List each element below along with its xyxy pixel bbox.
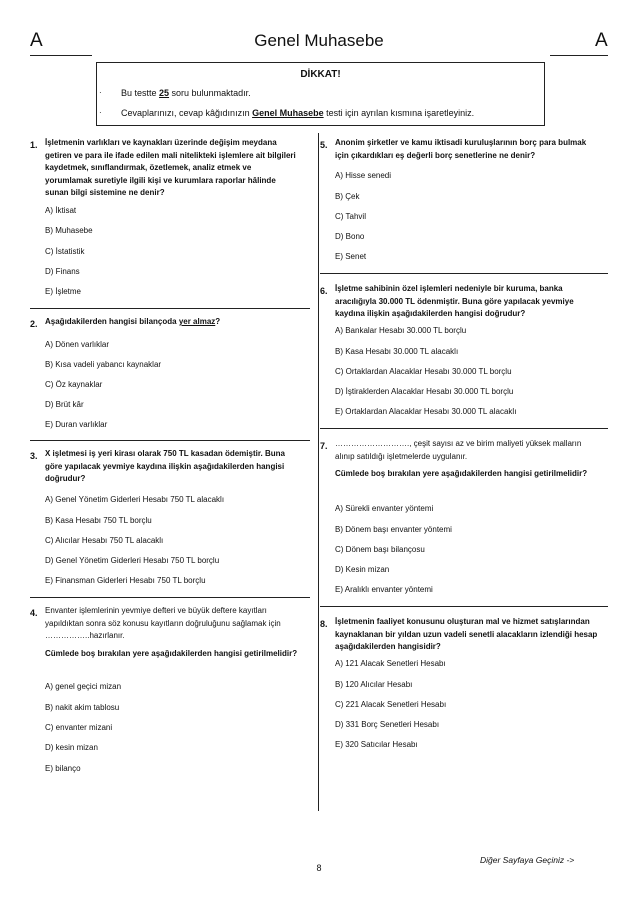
question-8	[320, 616, 602, 654]
option-a[interactable]: A) genel geçici mizan	[45, 682, 122, 691]
question-separator	[30, 308, 310, 309]
option-b[interactable]: B) nakit akim tablosu	[45, 703, 120, 712]
option-e[interactable]: E) Senet	[335, 252, 367, 261]
notice-question-count: 25	[159, 88, 170, 98]
notice-line2-pre: Cevaplarınızı, cevap kâğıdınızın	[121, 108, 253, 118]
question-prompt: Cümlede boş bırakılan yere aşağıdakilerden hangisi getirilmelidir?	[45, 648, 298, 658]
option-b[interactable]: B) Kasa Hesabı 30.000 TL alacaklı	[335, 347, 459, 356]
option-c[interactable]: C) envanter mizani	[45, 723, 113, 732]
question-separator	[30, 440, 310, 441]
question-2	[30, 316, 305, 329]
notice-line-1	[99, 88, 251, 98]
question-4	[30, 605, 305, 660]
header-right-letter: A	[595, 30, 608, 51]
question-text: Aşağıdakilerden hangisi bilançoda	[45, 317, 179, 326]
column-divider	[318, 133, 319, 811]
question-number: 7.	[320, 441, 328, 451]
option-b[interactable]: B) Muhasebe	[45, 226, 93, 235]
option-a[interactable]: A) 121 Alacak Senetleri Hesabı	[335, 659, 446, 668]
question-1	[30, 137, 300, 200]
question-text: İşletmenin faaliyet konusunu oluşturan mal ve hizmet satışlarından kaynaklanan bir yıldan uzun vadeli senetli alacakların izlendiği hesap aşağıdakilerden hangisidir?	[335, 617, 598, 651]
question-7	[320, 438, 602, 481]
option-d[interactable]: D) Genel Yönetim Giderleri Hesabı 750 TL borçlu	[45, 556, 220, 565]
question-separator	[30, 597, 310, 598]
notice-title: DİKKAT!	[300, 69, 341, 80]
question-number: 5.	[320, 140, 328, 150]
notice-line1-post: soru bulunmaktadır.	[169, 88, 251, 98]
notice-box	[96, 62, 545, 126]
header-left-rule	[30, 55, 92, 56]
option-e[interactable]: E) Aralıklı envanter yöntemi	[335, 585, 433, 594]
question-6	[320, 283, 600, 321]
question-text: Anonim şirketler ve kamu iktisadi kuruluşlarının borç para bulmak için çıkardıkları eş değerli borç senetlerine ne denir?	[335, 138, 587, 160]
bullet-icon: ·	[99, 88, 102, 97]
option-b[interactable]: B) Kasa Hesabı 750 TL borçlu	[45, 516, 152, 525]
notice-subject: Genel Muhasebe	[252, 108, 324, 118]
header-left-letter: A	[30, 30, 43, 51]
option-d[interactable]: D) Finans	[45, 267, 80, 276]
question-text: İşletme sahibinin özel işlemleri nedeniyle bir kuruma, banka aracılığıyla 30.000 TL ödenmiştir. Buna göre yapılacak yevmiye kaydına ilişkin aşağıdakilerden hangisi doğrudur?	[335, 284, 574, 318]
option-d[interactable]: D) Bono	[335, 232, 365, 241]
page-number: 8	[316, 863, 322, 873]
option-a[interactable]: A) Dönen varlıklar	[45, 340, 110, 349]
option-a[interactable]: A) Bankalar Hesabı 30.000 TL borçlu	[335, 326, 467, 335]
option-e[interactable]: E) Finansman Giderleri Hesabı 750 TL borçlu	[45, 576, 206, 585]
notice-line2-post: testi için ayrılan kısmına işaretleyiniz.	[323, 108, 475, 118]
option-d[interactable]: D) 331 Borç Senetleri Hesabı	[335, 720, 440, 729]
option-a[interactable]: A) Sürekli envanter yöntemi	[335, 504, 434, 513]
option-e[interactable]: E) 320 Satıcılar Hesabı	[335, 740, 418, 749]
option-a[interactable]: A) Hisse senedi	[335, 171, 392, 180]
option-a[interactable]: A) Genel Yönetim Giderleri Hesabı 750 TL alacaklı	[45, 495, 225, 504]
question-number: 3.	[30, 451, 38, 461]
question-text: Envanter işlemlerinin yevmiye defteri ve büyük deftere kayıtları yapıldıktan sonra söz konusu kayıtların doğruluğunu sağlamak için ……………..hazırlanır.	[45, 606, 281, 640]
option-e[interactable]: E) bilanço	[45, 764, 81, 773]
option-c[interactable]: C) İstatistik	[45, 247, 85, 256]
question-text-end: ?	[215, 317, 221, 326]
option-b[interactable]: B) Dönem başı envanter yöntemi	[335, 525, 452, 534]
option-a[interactable]: A) İktisat	[45, 206, 77, 215]
option-c[interactable]: C) Tahvil	[335, 212, 366, 221]
option-d[interactable]: D) kesin mizan	[45, 743, 98, 752]
question-3	[30, 448, 300, 486]
option-b[interactable]: B) Kısa vadeli yabancı kaynaklar	[45, 360, 162, 369]
option-c[interactable]: C) 221 Alacak Senetleri Hesabı	[335, 700, 447, 709]
option-c[interactable]: C) Dönem başı bilançosu	[335, 545, 425, 554]
option-d[interactable]: D) Kesin mizan	[335, 565, 390, 574]
option-b[interactable]: B) 120 Alıcılar Hesabı	[335, 680, 413, 689]
question-prompt: Cümlede boş bırakılan yere aşağıdakilerden hangisi getirilmelidir?	[335, 469, 588, 478]
option-b[interactable]: B) Çek	[335, 192, 360, 201]
option-c[interactable]: C) Öz kaynaklar	[45, 380, 103, 389]
question-emphasis: yer almaz	[178, 317, 216, 326]
option-e[interactable]: E) Ortaklardan Alacaklar Hesabı 30.000 TL alacaklı	[335, 407, 517, 416]
question-text: ………………………., çeşit sayısı az ve birim maliyeti yüksek malların alınıp satıldığı işletmelerde uygulanır.	[335, 439, 582, 461]
option-c[interactable]: C) Ortaklardan Alacaklar Hesabı 30.000 TL borçlu	[335, 367, 512, 376]
question-5	[320, 137, 600, 162]
option-d[interactable]: D) İştiraklerden Alacaklar Hesabı 30.000 TL borçlu	[335, 387, 514, 396]
question-text: İşletmenin varlıkları ve kaynakları üzerinde değişim meydana getiren ve para ile ifade edilen mali nitelikteki işlemlere ait bilgileri kaydetmek, sınıflandırmak, özetlemek, analiz etmek ve yorumlamak suretiyle ilgili kişi ve kurumlara raporlar hâlinde sunan bilgi sistemine ne denir?	[45, 138, 296, 197]
question-separator	[320, 273, 608, 274]
next-page-note: Diğer Sayfaya Geçiniz ->	[480, 855, 575, 865]
question-separator	[320, 428, 608, 429]
question-number: 6.	[320, 286, 328, 296]
question-number: 8.	[320, 619, 328, 629]
option-e[interactable]: E) İşletme	[45, 287, 82, 296]
option-e[interactable]: E) Duran varlıklar	[45, 420, 108, 429]
question-number: 2.	[30, 319, 38, 329]
bullet-icon: ·	[99, 108, 102, 117]
page-title: Genel Muhasebe	[254, 31, 384, 50]
header-right-rule	[550, 55, 608, 56]
notice-line1-pre: Bu testte	[121, 88, 160, 98]
notice-line-2	[99, 108, 474, 118]
option-d[interactable]: D) Brüt kâr	[45, 400, 84, 409]
question-number: 4.	[30, 608, 38, 618]
option-c[interactable]: C) Alıcılar Hesabı 750 TL alacaklı	[45, 536, 164, 545]
question-separator	[320, 606, 608, 607]
question-text: X işletmesi iş yeri kirası olarak 750 TL kasadan ödemiştir. Buna göre yapılacak yevmiye kaydına ilişkin aşağıdakilerden hangisi doğrudur?	[45, 449, 285, 483]
question-number: 1.	[30, 140, 38, 150]
